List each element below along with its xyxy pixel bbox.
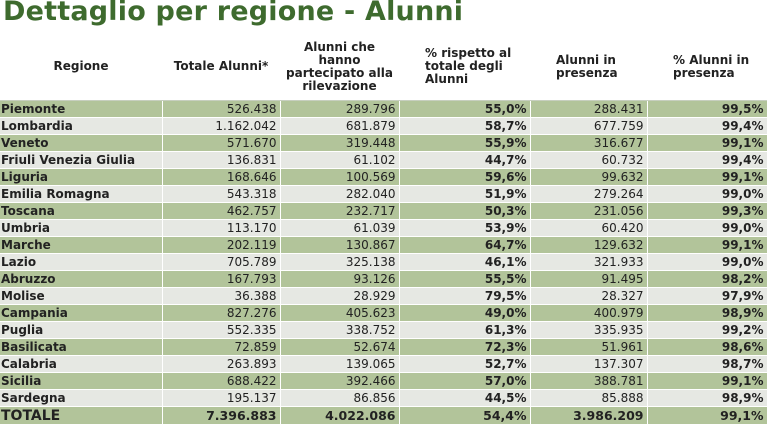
cell-totale: 195.137 xyxy=(162,390,280,407)
cell-regione: Emilia Romagna xyxy=(0,186,162,203)
cell-regione: Lombardia xyxy=(0,118,162,135)
cell-partecipato: 282.040 xyxy=(280,186,399,203)
cell-totale: 1.162.042 xyxy=(162,118,280,135)
header-totale-alunni: Totale Alunni* xyxy=(162,33,280,101)
cell-regione: Sardegna xyxy=(0,390,162,407)
cell-partecipato: 61.039 xyxy=(280,220,399,237)
cell-totale: 552.335 xyxy=(162,322,280,339)
header-alunni-presenza: Alunni in presenza xyxy=(530,33,647,101)
cell-pct-totale: 72,3% xyxy=(399,339,530,356)
cell-regione: Veneto xyxy=(0,135,162,152)
cell-presenza: 677.759 xyxy=(530,118,647,135)
table-row xyxy=(0,356,767,373)
cell-regione: Calabria xyxy=(0,356,162,373)
table-row xyxy=(0,373,767,390)
cell-presenza: 335.935 xyxy=(530,322,647,339)
cell-totale: 113.170 xyxy=(162,220,280,237)
cell-regione: Piemonte xyxy=(0,101,162,118)
table-header-row xyxy=(0,33,767,101)
table-row xyxy=(0,135,767,152)
cell-totale: 688.422 xyxy=(162,373,280,390)
cell-presenza: 321.933 xyxy=(530,254,647,271)
cell-regione: Liguria xyxy=(0,169,162,186)
table-body xyxy=(0,101,767,425)
cell-partecipato: 61.102 xyxy=(280,152,399,169)
table-row xyxy=(0,390,767,407)
cell-presenza: 129.632 xyxy=(530,237,647,254)
table-row xyxy=(0,101,767,118)
table-row xyxy=(0,169,767,186)
cell-pct-presenza: 98,2% xyxy=(647,271,767,288)
cell-presenza: 231.056 xyxy=(530,203,647,220)
cell-partecipato: 338.752 xyxy=(280,322,399,339)
cell-presenza: 279.264 xyxy=(530,186,647,203)
cell-regione: Toscana xyxy=(0,203,162,220)
cell-pct-totale: 52,7% xyxy=(399,356,530,373)
cell-regione: Campania xyxy=(0,305,162,322)
cell-pct-totale: 54,4% xyxy=(399,407,530,425)
header-percentuale-presenza: % Alunni in presenza xyxy=(647,33,767,101)
cell-totale: 168.646 xyxy=(162,169,280,186)
cell-regione: Basilicata xyxy=(0,339,162,356)
cell-pct-totale: 53,9% xyxy=(399,220,530,237)
cell-regione: Molise xyxy=(0,288,162,305)
cell-presenza: 28.327 xyxy=(530,288,647,305)
cell-pct-totale: 55,0% xyxy=(399,101,530,118)
cell-pct-presenza: 99,0% xyxy=(647,186,767,203)
table-row xyxy=(0,339,767,356)
cell-partecipato: 86.856 xyxy=(280,390,399,407)
cell-presenza: 3.986.209 xyxy=(530,407,647,425)
header-regione: Regione xyxy=(0,33,162,101)
cell-regione: Marche xyxy=(0,237,162,254)
total-row xyxy=(0,407,767,425)
cell-pct-presenza: 99,1% xyxy=(647,169,767,186)
table-row xyxy=(0,186,767,203)
cell-pct-totale: 64,7% xyxy=(399,237,530,254)
cell-pct-totale: 55,9% xyxy=(399,135,530,152)
cell-totale: 202.119 xyxy=(162,237,280,254)
cell-regione: Umbria xyxy=(0,220,162,237)
cell-presenza: 400.979 xyxy=(530,305,647,322)
cell-pct-presenza: 99,1% xyxy=(647,237,767,254)
cell-presenza: 85.888 xyxy=(530,390,647,407)
cell-pct-totale: 55,5% xyxy=(399,271,530,288)
cell-pct-presenza: 99,4% xyxy=(647,118,767,135)
cell-totale: 571.670 xyxy=(162,135,280,152)
cell-pct-presenza: 98,7% xyxy=(647,356,767,373)
cell-pct-presenza: 99,0% xyxy=(647,254,767,271)
cell-partecipato: 100.569 xyxy=(280,169,399,186)
cell-regione: Puglia xyxy=(0,322,162,339)
cell-presenza: 137.307 xyxy=(530,356,647,373)
cell-pct-presenza: 99,5% xyxy=(647,101,767,118)
cell-presenza: 316.677 xyxy=(530,135,647,152)
cell-pct-totale: 44,5% xyxy=(399,390,530,407)
cell-pct-presenza: 99,1% xyxy=(647,373,767,390)
cell-pct-presenza: 98,9% xyxy=(647,390,767,407)
cell-partecipato: 681.879 xyxy=(280,118,399,135)
cell-partecipato: 325.138 xyxy=(280,254,399,271)
cell-regione: Sicilia xyxy=(0,373,162,390)
cell-regione: Abruzzo xyxy=(0,271,162,288)
cell-pct-totale: 58,7% xyxy=(399,118,530,135)
cell-pct-presenza: 99,1% xyxy=(647,135,767,152)
cell-partecipato: 130.867 xyxy=(280,237,399,254)
cell-partecipato: 319.448 xyxy=(280,135,399,152)
cell-regione: Lazio xyxy=(0,254,162,271)
cell-partecipato: 289.796 xyxy=(280,101,399,118)
table-row xyxy=(0,220,767,237)
header-alunni-partecipato: Alunni che hanno partecipato alla rilevazione xyxy=(280,33,399,101)
cell-pct-totale: 51,9% xyxy=(399,186,530,203)
table-row xyxy=(0,322,767,339)
cell-totale: 72.859 xyxy=(162,339,280,356)
cell-partecipato: 93.126 xyxy=(280,271,399,288)
cell-totale: 136.831 xyxy=(162,152,280,169)
cell-pct-totale: 46,1% xyxy=(399,254,530,271)
cell-totale: 167.793 xyxy=(162,271,280,288)
cell-pct-totale: 49,0% xyxy=(399,305,530,322)
cell-totale: 462.757 xyxy=(162,203,280,220)
table-row xyxy=(0,118,767,135)
cell-pct-totale: 50,3% xyxy=(399,203,530,220)
regions-table xyxy=(0,33,767,425)
cell-partecipato: 405.623 xyxy=(280,305,399,322)
cell-partecipato: 139.065 xyxy=(280,356,399,373)
cell-pct-presenza: 99,4% xyxy=(647,152,767,169)
cell-presenza: 388.781 xyxy=(530,373,647,390)
cell-presenza: 99.632 xyxy=(530,169,647,186)
cell-presenza: 288.431 xyxy=(530,101,647,118)
cell-partecipato: 4.022.086 xyxy=(280,407,399,425)
cell-pct-presenza: 99,1% xyxy=(647,407,767,425)
cell-regione: TOTALE xyxy=(0,407,162,425)
table-row xyxy=(0,152,767,169)
cell-pct-presenza: 99,2% xyxy=(647,322,767,339)
cell-totale: 827.276 xyxy=(162,305,280,322)
header-percentuale-totale: % rispetto al totale degli Alunni xyxy=(399,33,530,101)
cell-presenza: 51.961 xyxy=(530,339,647,356)
cell-totale: 705.789 xyxy=(162,254,280,271)
cell-presenza: 91.495 xyxy=(530,271,647,288)
cell-pct-presenza: 98,9% xyxy=(647,305,767,322)
cell-totale: 526.438 xyxy=(162,101,280,118)
cell-totale: 263.893 xyxy=(162,356,280,373)
cell-regione: Friuli Venezia Giulia xyxy=(0,152,162,169)
cell-pct-totale: 59,6% xyxy=(399,169,530,186)
cell-partecipato: 392.466 xyxy=(280,373,399,390)
table-row xyxy=(0,271,767,288)
table-row xyxy=(0,254,767,271)
table-row xyxy=(0,203,767,220)
cell-pct-totale: 44,7% xyxy=(399,152,530,169)
cell-pct-presenza: 97,9% xyxy=(647,288,767,305)
cell-pct-presenza: 98,6% xyxy=(647,339,767,356)
table-row xyxy=(0,305,767,322)
cell-partecipato: 232.717 xyxy=(280,203,399,220)
cell-totale: 543.318 xyxy=(162,186,280,203)
cell-totale: 7.396.883 xyxy=(162,407,280,425)
table-row xyxy=(0,237,767,254)
cell-pct-totale: 57,0% xyxy=(399,373,530,390)
cell-totale: 36.388 xyxy=(162,288,280,305)
cell-partecipato: 52.674 xyxy=(280,339,399,356)
cell-pct-presenza: 99,3% xyxy=(647,203,767,220)
page-title: Dettaglio per regione - Alunni xyxy=(3,0,464,27)
cell-presenza: 60.732 xyxy=(530,152,647,169)
table-row xyxy=(0,288,767,305)
cell-pct-totale: 61,3% xyxy=(399,322,530,339)
cell-pct-presenza: 99,0% xyxy=(647,220,767,237)
cell-partecipato: 28.929 xyxy=(280,288,399,305)
cell-presenza: 60.420 xyxy=(530,220,647,237)
cell-pct-totale: 79,5% xyxy=(399,288,530,305)
